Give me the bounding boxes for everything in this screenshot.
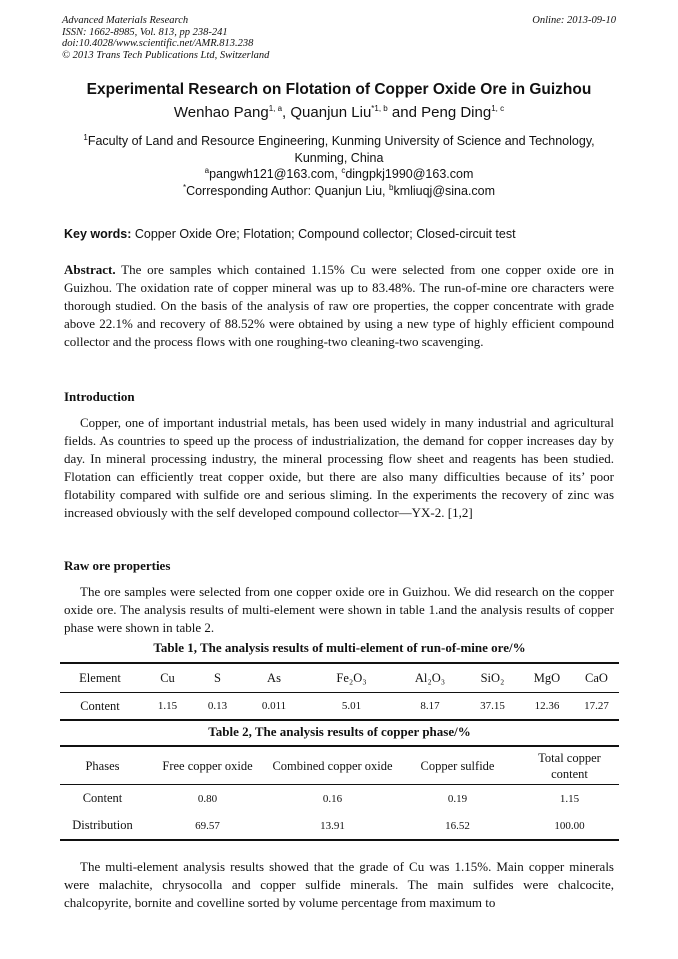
table1-caption: Table 1, The analysis results of multi-element of run-of-mine ore/%	[153, 640, 526, 655]
table1-element-header: Fe₂O₃	[308, 663, 395, 693]
table1-header-row	[60, 663, 619, 693]
table1-element-header: Cu	[140, 663, 195, 693]
table-cell: 69.57	[195, 819, 220, 832]
issn-line: ISSN: 1662-8985, Vol. 813, pp 238-241	[62, 26, 228, 38]
corr-text: Corresponding Author: Quanjun Liu,	[186, 183, 389, 198]
keywords-label: Key words:	[64, 227, 132, 241]
table-cell: 0.80	[197, 792, 218, 805]
table2	[60, 745, 619, 841]
affiliation-sup: 1	[83, 132, 88, 142]
author-separator: and	[387, 104, 422, 121]
affiliation-block	[60, 133, 618, 199]
author-name: Quanjun Liu	[290, 104, 372, 121]
email-sup: c	[341, 165, 346, 175]
email-address: kmliuqj@sina.com	[393, 183, 496, 198]
table-cell: 0.13	[207, 700, 228, 712]
introduction-paragraph: Copper, one of important industrial metals, has been used widely in many industrial and agricultural fields. As countries to speed up the process of industrialization, the demand for copper increases day by day. In mineral processing industry, the mineral processing flow sheet and reagents has been studied. Flotation can efficiently treat copper oxide, but there are also many difficulties because of its’ poor flotability compared with sulfide ore and serious sliming. In the experiments the recovery of zinc was increased obviously with the self developed compound collector—YX-2. [1,2]	[64, 415, 614, 520]
table1-element-header: S	[195, 663, 240, 693]
table-cell: 13.91	[320, 819, 345, 832]
author-sup: 1, c	[491, 104, 505, 113]
table1-element-header: As	[240, 663, 308, 693]
table-cell: 1.15	[157, 700, 178, 712]
table-cell: 100.00	[554, 819, 585, 832]
table-cell: 37.15	[480, 700, 505, 712]
copyright-line: © 2013 Trans Tech Publications Ltd, Switzerland	[62, 49, 270, 61]
paper-title: Experimental Research on Flotation of Copper Oxide Ore in Guizhou	[86, 81, 592, 98]
running-header	[62, 15, 269, 61]
table1	[60, 662, 619, 721]
corr-sup: *	[182, 182, 187, 192]
email-address: pangwh121@163.com,	[209, 167, 342, 181]
keywords	[64, 227, 618, 241]
table1-row-label: Content	[80, 698, 120, 713]
table-row	[60, 812, 619, 840]
author-separator: ,	[282, 104, 291, 121]
author-sup: *1, b	[371, 104, 388, 113]
keywords-text: Copper Oxide Ore; Flotation; Compound collector; Closed-circuit test	[131, 227, 516, 241]
email-sup: a	[204, 165, 210, 175]
table2-header-row	[60, 746, 619, 785]
online-date: Online: 2013-09-10	[532, 15, 616, 26]
table-cell: 1.15	[559, 792, 580, 805]
table2-phase-header: Combined copper oxide	[270, 746, 395, 785]
table2-phase-header: Free copper oxide	[145, 746, 270, 785]
table2-row-label: Content	[82, 791, 123, 805]
doi-line: doi:10.4028/www.scientific.net/AMR.813.238	[62, 38, 254, 49]
table-cell: 16.52	[445, 819, 470, 832]
email-line	[60, 166, 618, 183]
table1-element-header: MgO	[520, 663, 574, 693]
table-cell: 8.17	[420, 700, 440, 712]
table-cell: 0.19	[447, 792, 468, 805]
email-sup: b	[388, 182, 394, 192]
table1-element-header: CaO	[574, 663, 619, 693]
affiliation-line	[60, 133, 618, 150]
table-cell: 0.011	[261, 700, 287, 712]
closing-paragraph: The multi-element analysis results showed that the grade of Cu was 1.15%. Main copper minerals were malachite, chrysocolla and copper sulfide minerals. The main sulfides were chalcocite, chalcopyrite, bornite and covelline sorted by volume percentage from maximum to	[64, 859, 614, 910]
abstract	[64, 261, 614, 351]
corresponding-author-line	[60, 183, 618, 200]
table2-row-label: Distribution	[72, 818, 133, 832]
table-cell: 12.36	[534, 700, 560, 712]
author-sup: 1, a	[268, 104, 283, 113]
affiliation-city: Kunming, China	[294, 150, 384, 165]
table2-header-label: Phases	[60, 746, 145, 785]
table1-header-label: Element	[60, 663, 140, 693]
email-address: dingpkj1990@163.com	[345, 167, 474, 181]
affiliation-text: Faculty of Land and Resource Engineering, Kunming University of Science and Technology,	[87, 134, 595, 148]
section-heading-introduction: Introduction	[64, 389, 135, 404]
table1-element-header: SiO₂	[465, 663, 520, 693]
table2-caption: Table 2, The analysis results of copper phase/%	[208, 724, 471, 739]
journal-name: Advanced Materials Research	[62, 15, 189, 26]
table-row	[60, 693, 619, 721]
table-cell: 17.27	[584, 700, 609, 712]
table-cell: 5.01	[341, 700, 362, 712]
table1-element-header: Al₂O₃	[395, 663, 465, 693]
author-line	[40, 104, 638, 121]
table-cell: 0.16	[322, 792, 343, 805]
author-name: Peng Ding	[421, 104, 492, 121]
table2-phase-header: Total copper content	[520, 746, 619, 785]
section-heading-raw-ore: Raw ore properties	[64, 558, 171, 573]
raw-ore-paragraph: The ore samples were selected from one copper oxide ore in Guizhou. We did research on the copper oxide ore. The analysis results of multi-element were shown in table 1.and the analysis results of copper phase were shown in table 2.	[64, 584, 614, 635]
abstract-text: The ore samples which contained 1.15% Cu were selected from one copper oxide ore in Guizhou. The oxidation rate of copper mineral was up to 83.48%. The run-of-mine ore characters were thorough studied. On the basis of the analysis of raw ore properties, the copper concentrate with grade above 22.1% and recovery of 88.52% were obtained by using a new type of highly efficient compound collector and the process flows with one roughing-two cleaning-two scavenging.	[64, 262, 614, 349]
abstract-label: Abstract.	[64, 262, 116, 277]
table2-phase-header: Copper sulfide	[395, 746, 520, 785]
table-row	[60, 785, 619, 813]
author-name: Wenhao Pang	[173, 104, 269, 121]
